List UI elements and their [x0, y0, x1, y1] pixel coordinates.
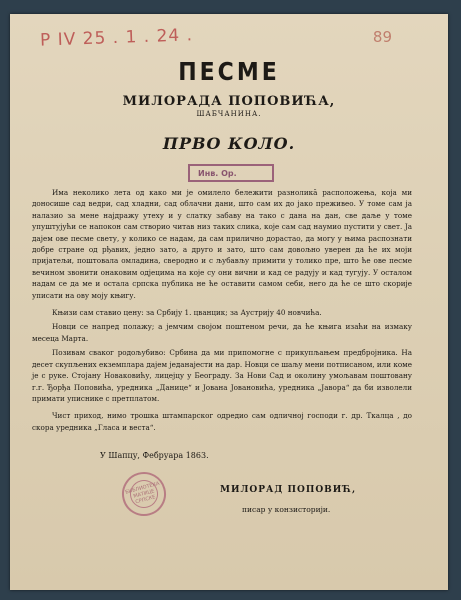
section-heading: ПРВО КОЛО. — [162, 134, 296, 153]
stamp-inner-ring — [124, 477, 161, 511]
signature-name: МИЛОРАД ПОПОВИЋ, — [220, 485, 357, 495]
paragraph-price: Књизи сам ставио цену: за Србију 1. цванцик; за Аустрију 40 новчића. — [52, 308, 322, 318]
inventory-stamp-label: Инв. Ор. — [198, 168, 237, 178]
paragraph-intro: Има неколико лета од како ми је омилело бележити разноликā расположења, која ми доносише сад ведри, сад хладни, сад облачни дани, што сам их до јако преживео. У томе сам ја налазио за мене најдражу утеху и у слатку забаву на тако с дана на дан, све даље у томе упуштујући се напокон сам створио читав низ таких слика, које сам сад наумио пустити у свет. Ја дајем ове песме свету, у колико се надам, да сам прилично дорастао, да могу у њима распознати добре стране од рђавих, једно зато, а друго и зато, што сам довољно уверен да ће их моји пријатељи, поштовала омладина, сверодно и с љубављу примити у толико пре, што ће ове песме вечином звонити онаковим одјецима на које су они вични и кад се радују и кад тугују. У осталом надам се да ме и остала српска публика не ће оставити самом себи, него да ће се што скорије уписати на ову моју књигу. — [32, 188, 412, 300]
date-line: У Шапцу, Фебруара 1863. — [100, 451, 209, 460]
signature-role: писар у конзисторији. — [242, 505, 331, 514]
inventory-stamp — [188, 164, 274, 182]
author-line: МИЛОРАДА ПОПОВИЋА, — [122, 94, 336, 109]
archive-signature-mark: P IV 25 . 1 . 24 . — [39, 25, 194, 51]
document-page — [10, 14, 448, 590]
paragraph-proceeds: Чист приход, нимо трошка штампарског одредио сам одличној господи г. др. Ткалца , до скора уредника „Гласа и веста“. — [32, 411, 412, 432]
paragraph-subscribers: Позивам сваког родољубиво: Србина да ми припомогне с прикупљањем предбројника. На десет скупљених екземплара дајем једанајести на дар. Новци се шаљу мени потписаном, или коме је с руке. Стојану Новаковићу, лицејцу у Београду. За Нови Сад и околину умољавам поштовану г.г. Ђорђа Поповића, уредника „Данице“ и Јована Јовановића, уредника „Јавора“ да би изволели примати уписнике с претплатом. — [32, 348, 412, 403]
paragraph-payment: Новци се напред полажу; а јемчим својом поштеном речи, да ће књига изаћи на измаку месеца Марта. — [32, 322, 412, 343]
author-origin: ШАБЧАНИНА. — [196, 110, 262, 118]
page-number: 89 — [372, 28, 392, 46]
body-text — [32, 187, 412, 439]
library-round-stamp — [117, 467, 171, 521]
document-title: ПЕСМЕ — [178, 58, 280, 87]
stamp-text: БИБЛИОТЕКА МАТИЦЕ СРПСКЕ — [124, 480, 161, 506]
